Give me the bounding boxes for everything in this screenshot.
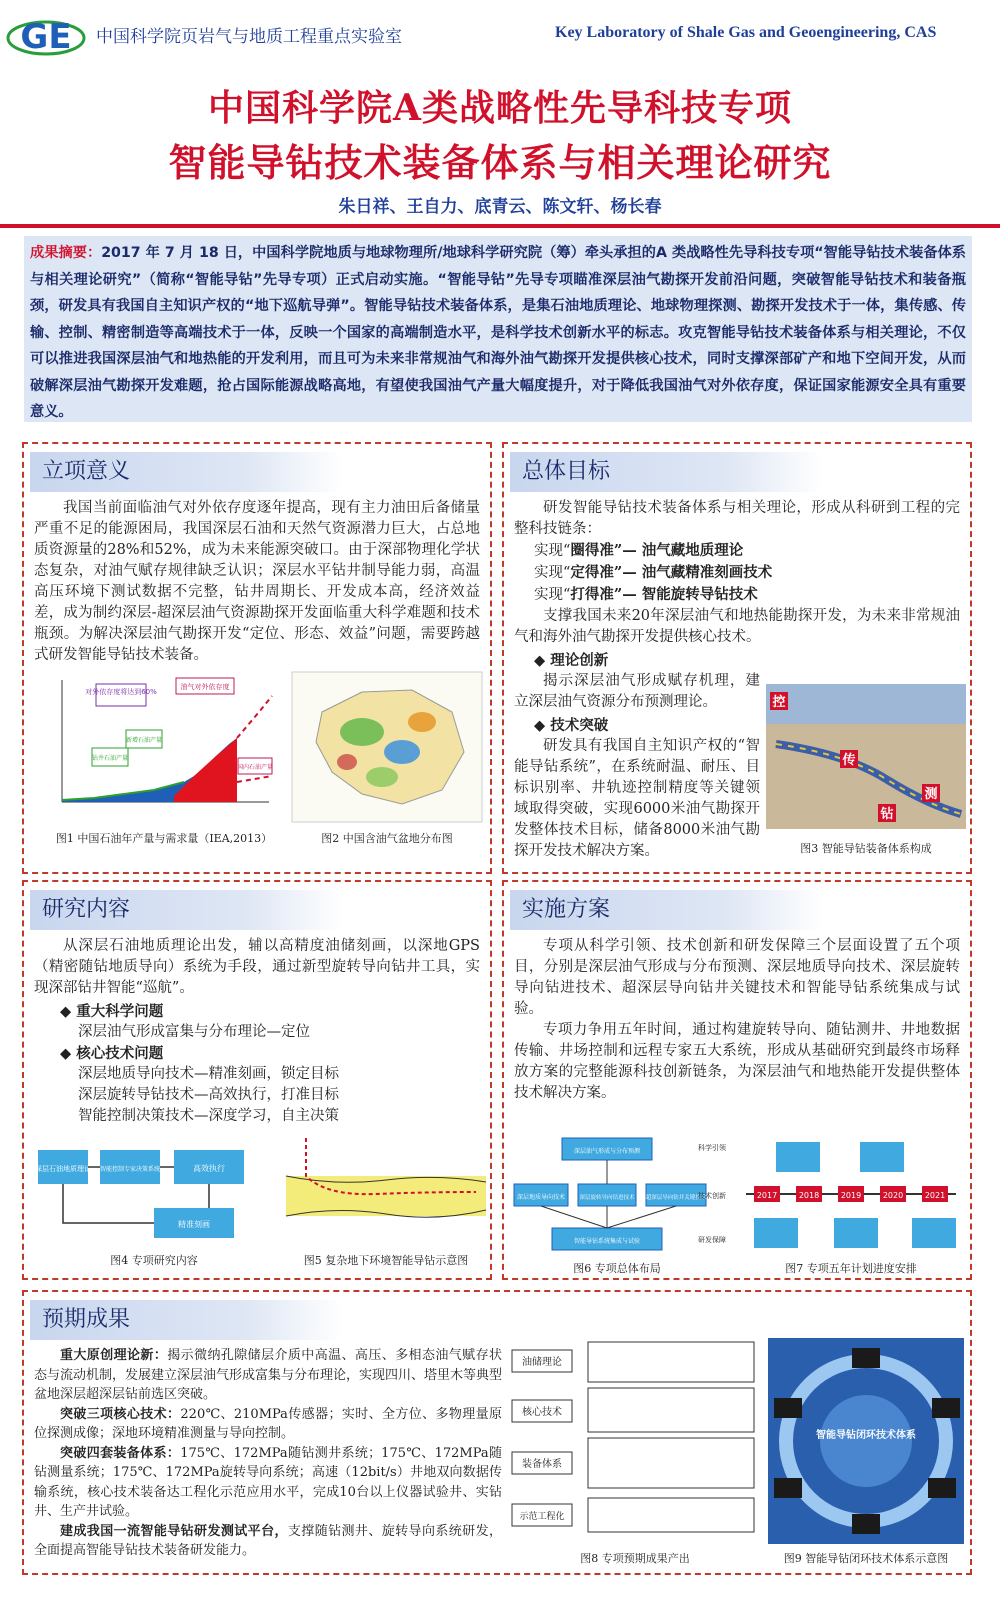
research-flow-diagram xyxy=(34,1136,274,1246)
section-title-implementation: 实施方案 xyxy=(510,890,822,930)
lab-name-cn: 中国科学院页岩气与地质工程重点实验室 xyxy=(96,27,402,47)
lab-name-en: Key Laboratory of Shale Gas and Geoengineering, CAS xyxy=(555,24,937,41)
goal-item: 实现“圈得准”— 油气藏地质理论 xyxy=(534,542,744,559)
implementation-p1: 专项从科学引领、技术创新和研发保障三个层面设置了五个项目，分别是深层油气形成与分布预测、深层地质导向技术、深层旋转导向钻进技术、超深层导向钻井关键技术和智能导钻系统集成与试验。 xyxy=(514,938,960,1017)
panel-expected-results xyxy=(22,1290,972,1575)
abstract-text: 2017 年 7 月 18 日，中国科学院地质与地球物理所/地球科学研究院（筹）牵头承担的A 类战略性先导科技专项“智能导钻技术装备体系与相关理论研究”（简称“智能导钻”先导专项）正式启动实施。“智能导钻”先导专项瞄准深层油气勘探开发前沿问题，突破智能导钻技术和装备瓶颈，研发具有我国自主知识产权的“地下巡航导弹”。智能导钻技术装备体系，是集石油地质理论、地球物理探测、勘探开发技术于一体，集传感、传输、控制、精密制造等高端技术于一体，反映一个国家的高端制造水平，是科学技术创新水平的标志。攻克智能导钻技术装备体系与相关理论，不仅可以推进我国深层油气和地热能的开发利用，而且可为未来非常规油气和海外油气勘探开发提供核心技术，同时支撑深部矿产和地下空间开发，从而破解深层油气勘探开发难题，抢占国际能源战略高地，有望使我国油气产量大幅度提升，对于降低我国油气对外依存度，保证国家能源安全具有重要意义。 xyxy=(30,245,966,420)
closed-loop-label: 智能导钻闭环技术体系 xyxy=(816,1430,916,1441)
basin-1 xyxy=(340,718,384,746)
results-list xyxy=(34,1346,502,1561)
flow-box-3: 高效执行 xyxy=(193,1164,225,1173)
core-tech-line: 深层旋转导钻技术—高效执行，打准目标 xyxy=(78,1087,339,1103)
basin-distribution-map xyxy=(292,672,482,822)
result-row xyxy=(512,1438,754,1488)
label-control: 控 xyxy=(772,695,786,710)
label-drill: 钻 xyxy=(880,807,894,822)
basin-2 xyxy=(384,740,420,764)
chart-label-2: 油气对外依存度 xyxy=(180,683,230,691)
section-title-significance: 立项意义 xyxy=(30,452,342,492)
org-mid-3: 超深层导向钻井关键技术 xyxy=(645,1195,707,1201)
header-divider xyxy=(0,224,1000,228)
panel-overall-goal xyxy=(502,442,972,874)
science-line: 深层油气形成富集与分布理论—定位 xyxy=(78,1024,310,1040)
section-title-goal: 总体目标 xyxy=(510,452,822,492)
org-mid-2: 深层旋转导向钻进技术 xyxy=(579,1195,635,1201)
section-title-results: 预期成果 xyxy=(30,1300,342,1340)
label-transmit: 传 xyxy=(842,753,856,768)
basin-5 xyxy=(337,754,357,770)
year-2020: 2020 xyxy=(882,1191,904,1200)
result-row xyxy=(512,1498,754,1532)
org-top: 深层油气形成与分布预测 xyxy=(573,1148,641,1155)
svg-text:装备体系: 装备体系 xyxy=(522,1459,562,1470)
svg-text:GE: GE xyxy=(20,17,72,57)
basin-4 xyxy=(366,767,398,787)
chart-label-1: 对外依存度将达到60% xyxy=(85,688,157,696)
theory-text: 揭示深层油气形成赋存机理，建立深层油气资源分布预测理论。 xyxy=(514,673,760,710)
ge-logo xyxy=(4,6,88,66)
flow-box-1: 深层石油地质理论 xyxy=(35,1165,91,1173)
oil-production-chart xyxy=(34,672,274,822)
figure-5-caption: 图5 复杂地下环境智能导钻示意图 xyxy=(303,1254,469,1267)
bullet-science: ◆ 重大科学问题 xyxy=(60,1003,164,1020)
bullet-theory: ◆ 理论创新 xyxy=(534,652,609,669)
significance-text: 我国当前面临油气对外依存度逐年提高，现有主力油田后备储量严重不足的能源困局，我国深层石油和天然气资源潜力巨大，占总地质资源量的28%和52%，成为未来能源突破口。由于深部物理化学状态复杂，对油气赋存规律缺乏认识；深层水平钻井制导能力弱，高温高压环境下测试数据不完整，钻井周期长、开发成本高，经济效益差，成为制约深层-超深层油气资源勘探开发面临重大科学难题和技术瓶颈。为解决深层油气勘探开发“定位、形态、效益”问题，需要跨越式研发智能导钻技术装备。 xyxy=(34,500,480,663)
goal-list xyxy=(534,540,960,606)
result-item: 突破三项核心技术：220℃、210MPa传感器；实时、全方位、多物理量原位探测成像；深地环境精准测量与导向控制。 xyxy=(34,1406,502,1441)
figure-4-caption: 图4 专项研究内容 xyxy=(110,1254,198,1267)
year-2017: 2017 xyxy=(756,1191,778,1200)
flow-box-2: 智能控制专家决策系统 xyxy=(99,1166,161,1173)
goal-item: 实现“定得准”— 油气藏精准刻画技术 xyxy=(534,564,773,581)
org-side-2: 技术创新 xyxy=(698,1192,726,1200)
import-area xyxy=(174,738,237,802)
org-side-3: 研发保障 xyxy=(698,1236,726,1244)
chart-label-3: 国内石油产量 xyxy=(236,764,274,771)
org-mid-1: 深层地质导向技术 xyxy=(516,1194,566,1201)
goal-support: 支撑我国未来20年深层油气和地热能勘探开发，为未来非常规油气和海外油气勘探开发提供核心技术。 xyxy=(514,608,960,645)
result-item: 突破四套装备体系：175℃、172MPa随钻测井系统；175℃、172MPa随钻测量系统；175℃、172MPa旋转导向系统；高速（12bit/s）井地双向数据传输系统，核心技术装备达工程化示范应用水平，完成10台以上仪器试验井、实钻井、生产井试验。 xyxy=(34,1445,502,1519)
label-measure: 测 xyxy=(924,787,938,802)
bullet-tech: ◆ 技术突破 xyxy=(534,717,609,734)
closed-loop-system-diagram xyxy=(768,1338,964,1544)
panel-implementation xyxy=(502,880,972,1280)
drilling-path-figure xyxy=(286,1136,486,1246)
chart-label-4: 新增石油产量 xyxy=(125,737,163,744)
page-title-line1: 中国科学院A类战略性先导科技专项 xyxy=(208,87,792,129)
svg-text:核心技术: 核心技术 xyxy=(522,1407,562,1418)
results-output-diagram xyxy=(510,1342,760,1542)
chart-label-5: 钻井石油产量 xyxy=(91,755,129,762)
panel-research-content xyxy=(22,880,492,1280)
core-tech-line: 深层地质导向技术—精准刻画，锁定目标 xyxy=(78,1066,339,1082)
drilling-system-figure xyxy=(766,684,966,829)
abstract-box xyxy=(24,236,972,422)
result-item: 建成我国一流智能导钻研发测试平台，支撑随钻测井、旋转导向系统研发，全面提高智能导钻技术装备研发能力。 xyxy=(34,1523,502,1558)
research-intro: 从深层石油地质理论出发，辅以高精度油储刻画，以深地GPS（精密随钻地质导向）系统为手段，通过新型旋转导向钻井工具，实现深部钻井智能“巡航”。 xyxy=(34,938,480,996)
basin-3 xyxy=(408,712,436,732)
forecast-production-line xyxy=(237,776,272,782)
figure-9-caption: 图9 智能导钻闭环技术体系示意图 xyxy=(783,1552,949,1565)
goal-intro: 研发智能导钻技术装备体系与相关理论，形成从科研到工程的完整科技链条： xyxy=(514,500,960,537)
abstract-label: 成果摘要： xyxy=(30,245,102,261)
project-layout-diagram xyxy=(512,1134,726,1254)
year-2018: 2018 xyxy=(798,1191,820,1200)
panel-significance xyxy=(22,442,492,874)
svg-text:油储理论: 油储理论 xyxy=(522,1357,562,1368)
five-year-plan-diagram xyxy=(740,1134,962,1254)
authors: 朱日祥、王自力、底青云、陈文轩、杨长春 xyxy=(338,197,662,217)
year-2019: 2019 xyxy=(840,1191,862,1200)
svg-text:示范工程化: 示范工程化 xyxy=(519,1512,565,1522)
section-title-research: 研究内容 xyxy=(30,890,342,930)
implementation-p2: 专项力争用五年时间，通过构建旋转导向、随钻测井、井地数据传输、井场控制和远程专家五大系统，形成从基础研究到最终市场释放方案的完整能源科技创新链条，为深层油气和地热能开发提供整体技术解决方案。 xyxy=(514,1022,960,1101)
org-bottom: 智能导钻系统集成与试验 xyxy=(573,1238,641,1245)
year-2021: 2021 xyxy=(924,1191,946,1200)
org-side-1: 科学引领 xyxy=(698,1144,726,1152)
figure-2-caption: 图2 中国含油气盆地分布图 xyxy=(321,832,453,845)
figure-7-caption: 图7 专项五年计划进度安排 xyxy=(785,1262,917,1275)
figure-8-caption: 图8 专项预期成果产出 xyxy=(580,1552,690,1565)
result-row xyxy=(512,1342,754,1382)
figure-1-caption: 图1 中国石油年产量与需求量（IEA,2013） xyxy=(55,832,273,845)
forecast-demand-line xyxy=(237,696,272,738)
core-tech-line: 智能控制决策技术—深度学习，自主决策 xyxy=(78,1108,339,1124)
page-title-line2: 智能导钻技术装备体系与相关理论研究 xyxy=(168,140,832,185)
tech-text: 研发具有我国自主知识产权的“智能导钻系统”，在系统耐温、耐压、目标识别率、井轨迹控制精度等关键领域取得突破，实现6000米油气勘探开发整体技术目标，储备8000米油气勘探开发技术解决方案。 xyxy=(514,738,760,859)
goal-item: 实现“打得准”— 智能旋转导钻技术 xyxy=(534,586,758,603)
result-item: 重大原创理论新：揭示微纳孔隙储层介质中高温、高压、多相态油气赋存状态与流动机制，发展建立深层油气形成富集与分布理论，实现四川、塔里木等典型盆地深层超深层钻前选区突破。 xyxy=(34,1348,503,1402)
bullet-core-tech: ◆ 核心技术问题 xyxy=(60,1045,164,1062)
flow-box-4: 精准刻画 xyxy=(178,1220,210,1229)
figure-3-caption: 图3 智能导钻装备体系构成 xyxy=(800,842,932,855)
result-row xyxy=(512,1388,754,1432)
figure-6-caption: 图6 专项总体布局 xyxy=(573,1262,661,1275)
